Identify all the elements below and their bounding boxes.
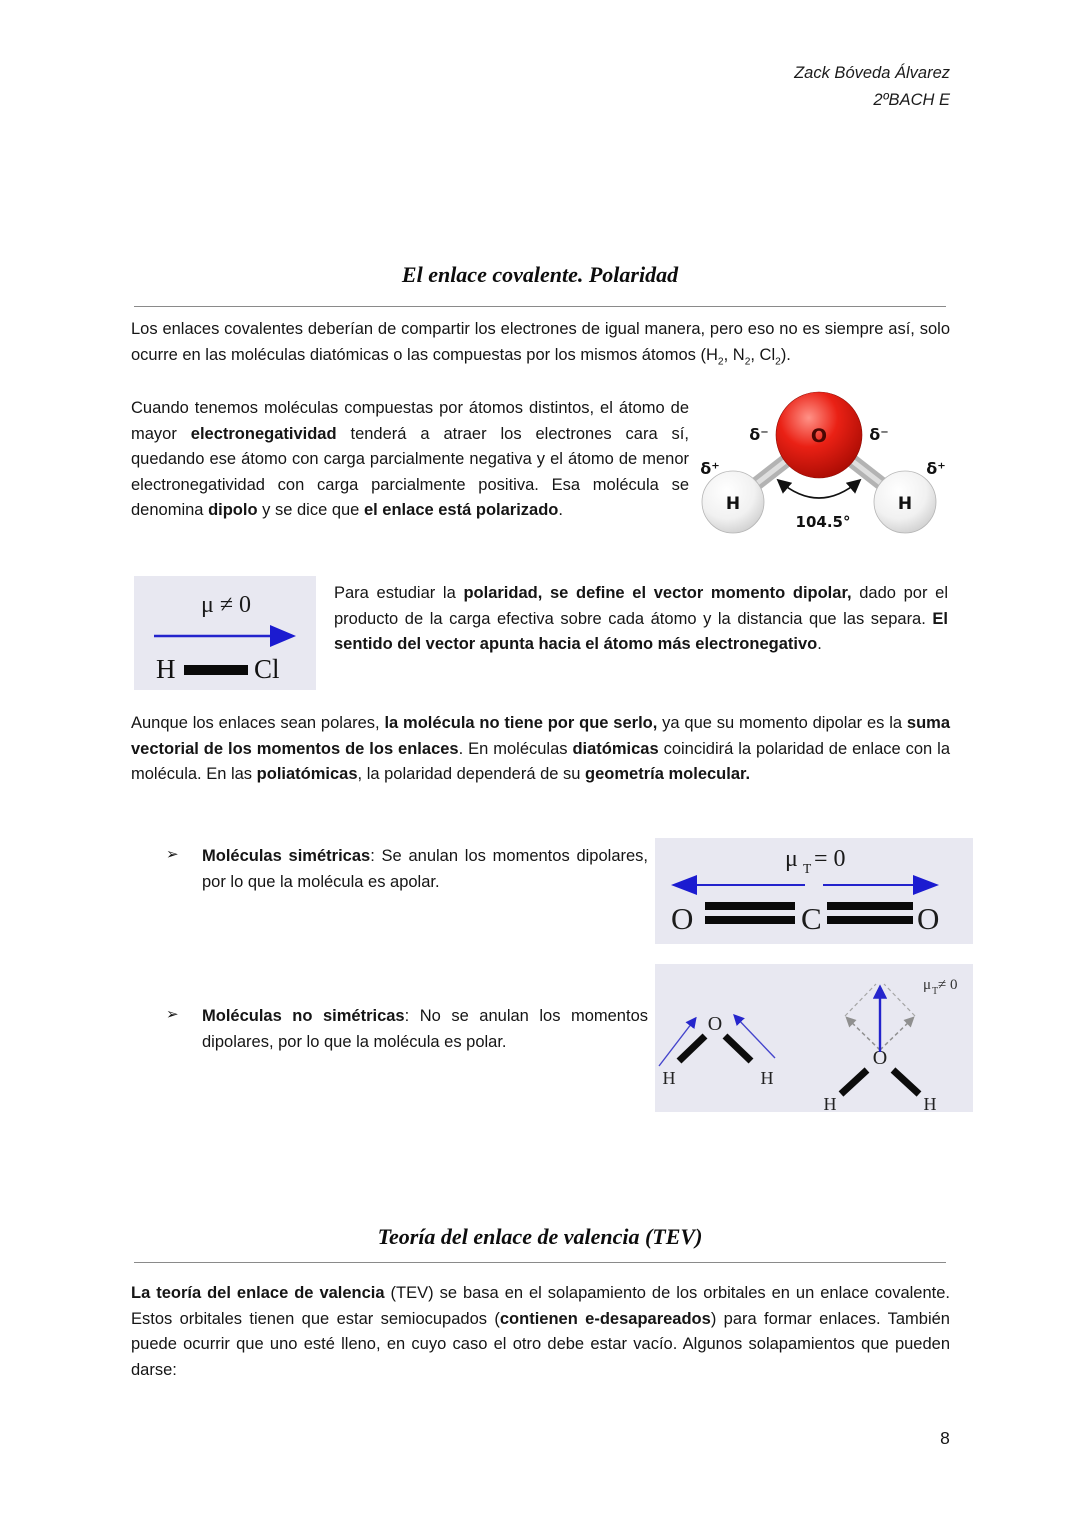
- mu-symbol: μ: [785, 846, 798, 872]
- paragraph-dipole-moment: Para estudiar la polaridad, se define el vector momento dipolar, dado por el producto de la carga efectiva sobre cada átomo y la distancia que las separa. El sentido del vector apunta hacia el átomo más electronegativo.: [334, 584, 948, 653]
- page-number: 8: [940, 1428, 950, 1448]
- paragraph-covalent-intro: Los enlaces covalentes deberían de compartir los electrones de igual manera, pero eso no es siempre así, solo ocurre en las moléculas diatómicas o las compuestas por los mismos átomos ($H_2$, $N_2$, $Cl_2$).: [131, 320, 950, 367]
- mu-equals-zero: = 0: [814, 846, 846, 872]
- water-molecule-figure: [697, 383, 965, 541]
- mu-subscript: T: [803, 861, 812, 876]
- class-label: 2ºBACH E: [873, 91, 950, 109]
- chlorine-symbol: Cl: [254, 654, 280, 684]
- left-molecule-oxygen: O: [707, 1013, 723, 1035]
- hcl-dipole-figure: [134, 576, 316, 690]
- section1-divider: [134, 306, 946, 307]
- hydrogen-symbol: H: [156, 654, 176, 684]
- oxygen-right-symbol: O: [917, 901, 940, 936]
- section2-divider: [134, 1262, 946, 1263]
- bullet-arrow-icon: ➢: [166, 846, 179, 863]
- bullet-nonsymmetric-molecules: [166, 1004, 648, 1055]
- mu-symbol: μ: [923, 977, 932, 993]
- right-molecule-oxygen: O: [872, 1047, 888, 1069]
- bullet-symmetric-text: Moléculas simétricas: Se anulan los momentos dipolares, por lo que la molécula es apolar.: [202, 847, 648, 891]
- left-molecule-hydrogen-1: H: [662, 1068, 676, 1088]
- angle-arc: [779, 481, 859, 498]
- double-bond-left-bottom: [705, 916, 795, 924]
- water-polar-vectors-figure: [655, 964, 973, 1112]
- mu-not-zero: ≠ 0: [938, 977, 958, 993]
- hydrogen-label-right: H: [897, 494, 913, 514]
- bullet-symmetric-molecules: [166, 844, 648, 895]
- dipole-moment-label: μ ≠ 0: [200, 592, 252, 618]
- paragraph-vector-sum: Aunque los enlaces sean polares, la molécula no tiene por que serlo, ya que su momento dipolar es la suma vectorial de los momentos de los enlaces. En moléculas diatómicas coincidirá la polaridad de enlace con la molécula. En las poliatómicas, la polaridad dependerá de su geometría molecular.: [131, 714, 950, 783]
- hydrogen-label-left: H: [725, 494, 741, 514]
- mu-subscript: T: [932, 986, 939, 997]
- delta-plus-right: δ⁺: [926, 459, 946, 478]
- oxygen-left-symbol: O: [671, 901, 694, 936]
- paragraph-tev-intro: La teoría del enlace de valencia (TEV) se basa en el solapamiento de los orbitales en un enlace covalente. Estos orbitales tienen que estar semiocupados (contienen e-desapareados) para formar enlaces. También puede ocurrir que uno esté lleno, en cuyo caso el otro debe estar vacío. Algunos solapamientos que pueden darse:: [131, 1284, 951, 1379]
- section1-title: El enlace covalente. Polaridad: [401, 262, 679, 287]
- author-name: Zack Bóveda Álvarez: [794, 64, 950, 82]
- double-bond-right-top: [827, 902, 913, 910]
- oxygen-label: O: [810, 425, 828, 447]
- bond-angle-value: 104.5°: [795, 513, 851, 531]
- bullet-arrow-icon: ➢: [166, 1006, 179, 1023]
- co2-apolar-figure: [655, 838, 973, 944]
- double-bond-left-top: [705, 902, 795, 910]
- delta-plus-left: δ⁺: [700, 459, 720, 478]
- paragraph-electronegativity: Cuando tenemos moléculas compuestas por átomos distintos, el átomo de mayor electronegatividad tenderá a atraer los electrones cara sí, quedando ese átomo con carga parcialmente negativa y el átomo de menor electronegatividad con carga parcialmente positiva. Esa molécula se denomina dipolo y se dice que el enlace está polarizado.: [131, 399, 689, 519]
- left-molecule-hydrogen-2: H: [760, 1068, 774, 1088]
- single-bond: [184, 665, 248, 675]
- section2-title: Teoría del enlace de valencia (TEV): [377, 1224, 703, 1249]
- carbon-symbol: C: [801, 901, 822, 936]
- right-molecule-hydrogen-1: H: [823, 1094, 837, 1112]
- bullet-nonsymmetric-text: Moléculas no simétricas: No se anulan los momentos dipolares, por lo que la molécula es polar.: [202, 1007, 648, 1051]
- document-header: [794, 60, 950, 114]
- double-bond-right-bottom: [827, 916, 913, 924]
- delta-minus-left: δ⁻: [749, 425, 769, 444]
- delta-minus-right: δ⁻: [869, 425, 889, 444]
- right-molecule-hydrogen-2: H: [923, 1094, 937, 1112]
